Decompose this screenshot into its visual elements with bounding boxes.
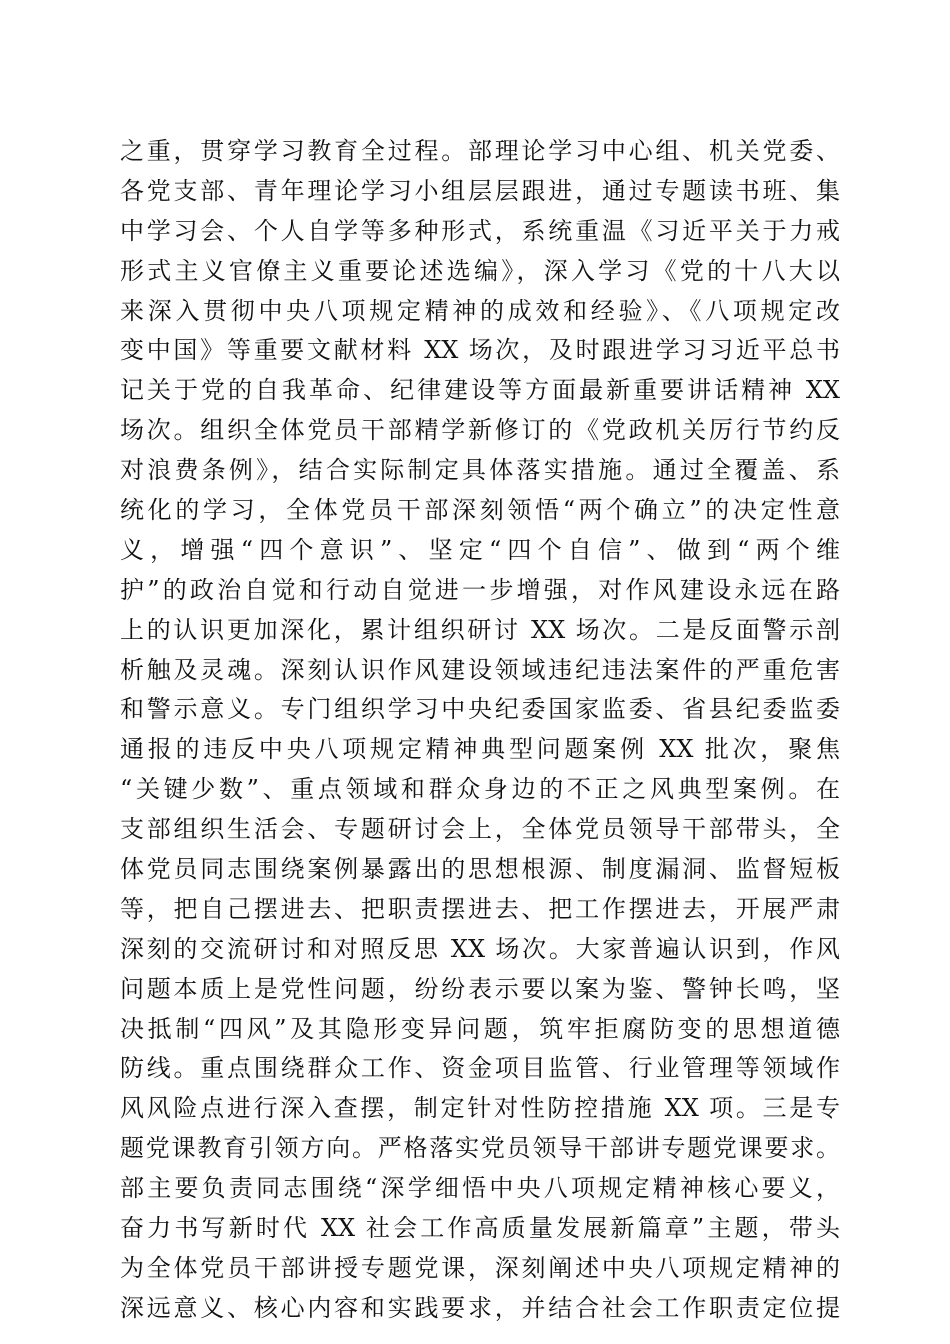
text-line: 义，增强“四个意识”、坚定“四个自信”、做到“两个维 — [120, 535, 840, 564]
text-line: 为全体党员干部讲授专题党课，深刻阐述中央八项规定精神的 — [120, 1253, 840, 1282]
text-line: 各党支部、青年理论学习小组层层跟进，通过专题读书班、集 — [120, 176, 840, 205]
text-line: 之重，贯穿学习教育全过程。部理论学习中心组、机关党委、 — [120, 137, 840, 165]
text-line: 深刻的交流研讨和对照反思 XX 场次。大家普遍认识到，作风 — [120, 934, 840, 963]
text-line: 变中国》等重要文献材料 XX 场次，及时跟进学习习近平总书 — [120, 336, 840, 365]
text-line: 等，把自己摆进去、把职责摆进去、把工作摆进去，开展严肃 — [120, 894, 840, 923]
text-line: 统化的学习，全体党员干部深刻领悟“两个确立”的决定性意 — [120, 496, 840, 525]
body-paragraph — [120, 132, 840, 1329]
text-line: 场次。组织全体党员干部精学新修订的《党政机关厉行节约反 — [120, 416, 840, 445]
text-line: 形式主义官僚主义重要论述选编》，深入学习《党的十八大以 — [120, 256, 840, 285]
text-line: 支部组织生活会、专题研讨会上，全体党员领导干部带头，全 — [120, 815, 840, 844]
text-line: 决抵制“四风”及其隐形变异问题，筑牢拒腐防变的思想道德 — [120, 1014, 840, 1043]
text-line: 深远意义、核心内容和实践要求，并结合社会工作职责定位提 — [120, 1293, 840, 1322]
text-line: 上的认识更加深化，累计组织研讨 XX 场次。二是反面警示剖 — [120, 615, 840, 644]
text-line: 对浪费条例》，结合实际制定具体落实措施。通过全覆盖、系 — [120, 456, 840, 485]
text-line: 风风险点进行深入查摆，制定针对性防控措施 XX 项。三是专 — [120, 1094, 840, 1123]
text-line: 护”的政治自觉和行动自觉进一步增强，对作风建设永远在路 — [120, 575, 840, 604]
text-line: “关键少数”、重点领域和群众身边的不正之风典型案例。在 — [120, 775, 840, 804]
text-line: 来深入贯彻中央八项规定精神的成效和经验》、《八项规定改 — [120, 296, 840, 325]
text-line: 记关于党的自我革命、纪律建设等方面最新重要讲话精神 XX — [120, 376, 840, 405]
text-line: 部主要负责同志围绕“深学细悟中央八项规定精神核心要义， — [120, 1174, 840, 1203]
text-line: 奋力书写新时代 XX 社会工作高质量发展新篇章”主题，带头 — [120, 1214, 840, 1243]
text-line: 通报的违反中央八项规定精神典型问题案例 XX 批次，聚焦 — [120, 735, 840, 764]
text-line: 中学习会、个人自学等多种形式，系统重温《习近平关于力戒 — [120, 216, 840, 245]
text-line: 体党员同志围绕案例暴露出的思想根源、制度漏洞、监督短板 — [120, 855, 840, 884]
text-line: 题党课教育引领方向。严格落实党员领导干部讲专题党课要求。 — [120, 1134, 840, 1163]
text-line: 问题本质上是党性问题，纷纷表示要以案为鉴、警钟长鸣，坚 — [120, 974, 840, 1003]
text-line: 和警示意义。专门组织学习中央纪委国家监委、省县纪委监委 — [120, 695, 840, 724]
text-line: 防线。重点围绕群众工作、资金项目监管、行业管理等领域作 — [120, 1054, 840, 1083]
text-line: 析触及灵魂。深刻认识作风建设领域违纪违法案件的严重危害 — [120, 655, 840, 684]
